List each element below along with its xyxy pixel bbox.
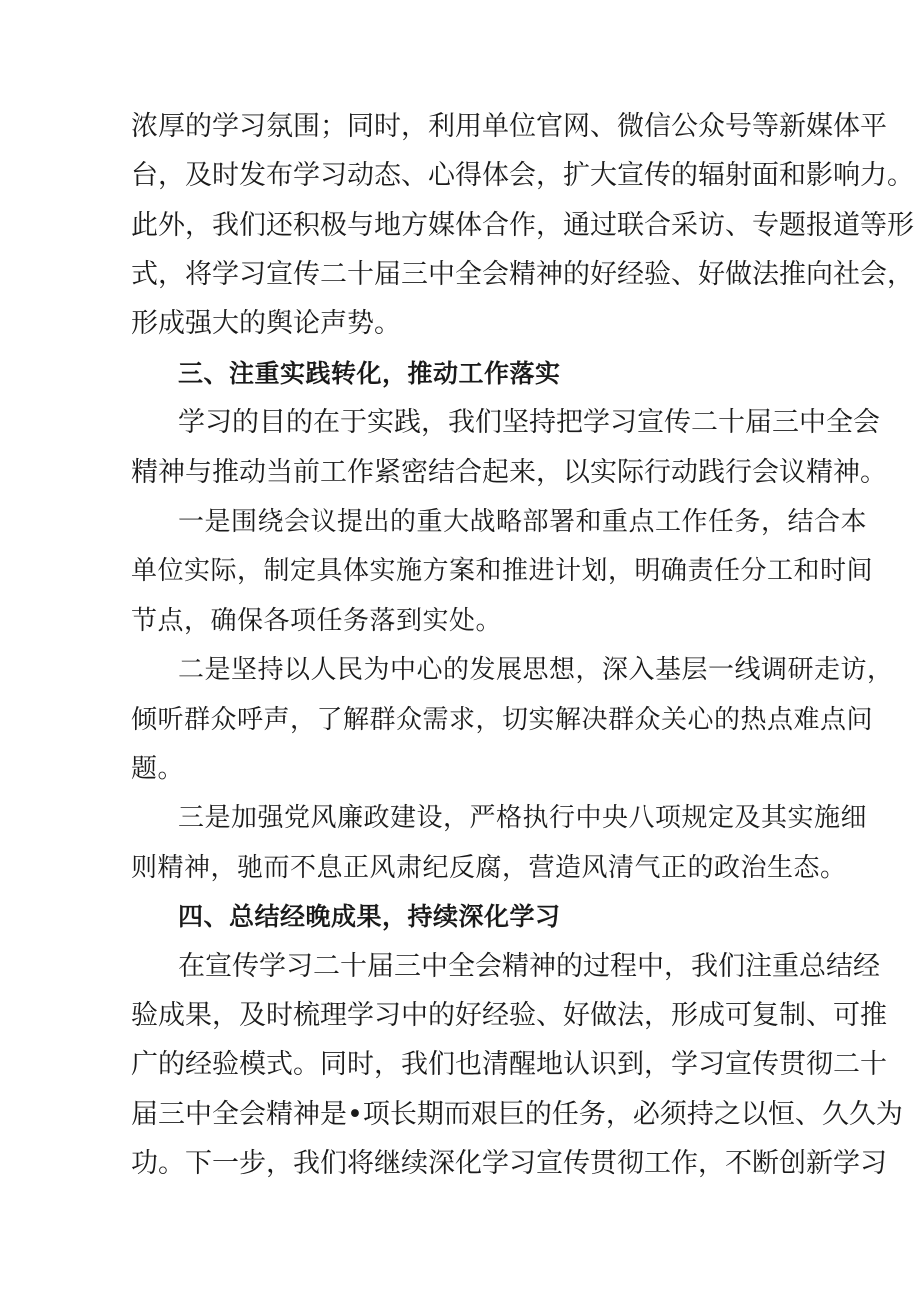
section-heading: 三、注重实践转化，推动工作落实 [178,359,561,388]
text-line: 在宣传学习二十届三中全会精神的过程中，我们注重总结经 [178,951,880,982]
text-line: 倾听群众呼声，了解群众需求，切实解决群众关心的热点难点问 [131,705,874,735]
text-line: 式，将学习宣传二十届三中全会精神的好经验、好做法推向社会， [131,259,914,290]
text-line: 单位实际，制定具体实施方案和推进计划，明确责任分工和时间 [131,556,874,586]
text-line: 学习的目的在于实践，我们坚持把学习宣传二十届三中全会 [178,407,880,438]
text-line: 一是围绕会议提出的重大战略部署和重点工作任务，结合本 [178,507,868,537]
text-line: 形成强大的舆论声势。 [131,308,401,339]
text-line: 此外，我们还积极与地方媒体合作，通过联合采访、专题报道等形 [131,210,914,241]
text-line: 功。下一步，我们将继续深化学习宣传贯彻工作，不断创新学习 [131,1148,887,1179]
text-line: 届三中全会精神是•项长期而艰巨的任务，必须持之以恒、久久为 [131,1099,903,1130]
text-line: 节点，确保各项任务落到实处。 [131,606,503,636]
text-line: 题。 [131,754,185,784]
text-line: 验成果，及时梳理学习中的好经验、好做法，形成可复制、可推 [131,1000,887,1031]
text-line: 广的经验模式。同时，我们也清醒地认识到，学习宣传贯彻二十 [131,1049,887,1080]
text-line: 三是加强党风廉政建设，严格执行中央八项规定及其实施细 [178,803,868,833]
section-heading: 四、总结经晚成果，持续深化学习 [178,902,561,931]
text-line: 浓厚的学习氛围；同时，利用单位官网、微信公众号等新媒体平 [131,111,887,142]
text-line: 台，及时发布学习动态、心得体会，扩大宣传的辐射面和影响力。 [131,160,914,191]
text-line: 二是坚持以人民为中心的发展思想，深入基层一线调研走访， [178,655,894,685]
text-line: 则精神，驰而不息正风肃纪反腐，营造风清气正的政治生态。 [131,853,847,883]
text-line: 精神与推动当前工作紧密结合起来，以实际行动践行会议精神。 [131,457,887,488]
